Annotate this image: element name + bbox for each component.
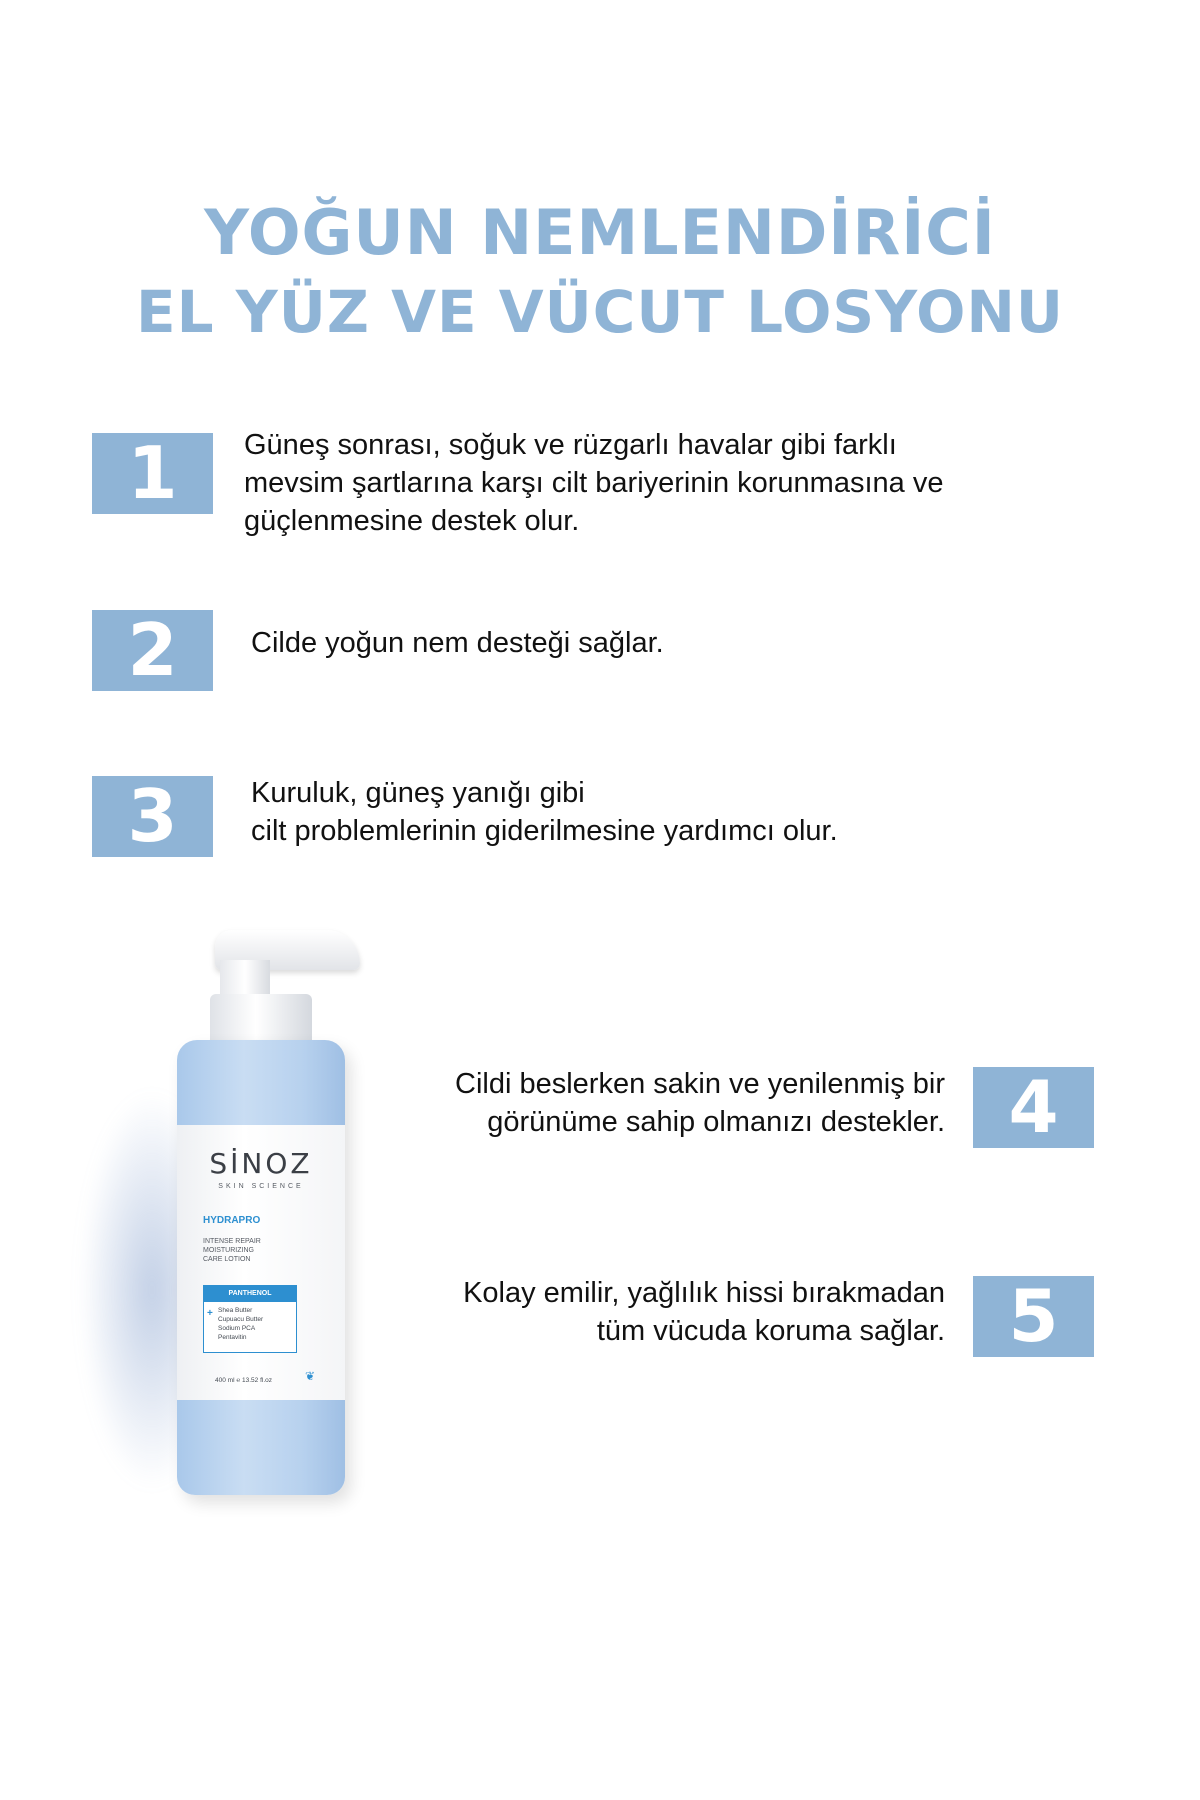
- volume-label: 400 ml ℮ 13.52 fl.oz: [215, 1377, 273, 1384]
- feature-text-line: güçlenmesine destek olur.: [244, 505, 580, 537]
- ingredient-item: Sodium PCA: [218, 1325, 256, 1332]
- brand-logo: SİNOZ: [209, 1147, 313, 1180]
- feature-text-line: görünüme sahip olmanızı destekler.: [487, 1106, 945, 1138]
- eco-leaf-icon: ❦: [305, 1369, 316, 1383]
- feature-text-line: tüm vücuda koruma sağlar.: [596, 1315, 945, 1347]
- ingredient-list: [218, 1306, 263, 1342]
- product-line-name: HYDRAPRO: [203, 1215, 261, 1226]
- ingredient-item: Shea Butter: [218, 1307, 253, 1314]
- title-line-1: YOĞUN NEMLENDİRİCİ: [204, 196, 996, 269]
- ingredient-item: Cupuacu Butter: [218, 1316, 264, 1323]
- feature-text-4: [455, 1065, 945, 1141]
- feature-number-2: 2: [92, 610, 213, 691]
- brand-subtitle: SKIN SCIENCE: [218, 1183, 304, 1190]
- plus-icon: +: [207, 1308, 213, 1319]
- pump-collar: [210, 994, 312, 1044]
- ingredient-box: [203, 1285, 297, 1353]
- feature-text-line: Cilde yoğun nem desteği sağlar.: [251, 627, 664, 659]
- feature-number-3: 3: [92, 776, 213, 857]
- bottle-body: [177, 1040, 345, 1495]
- key-ingredient: PANTHENOL: [204, 1286, 296, 1302]
- feature-text-line: cilt problemlerinin giderilmesine yardımcı olur.: [251, 815, 838, 847]
- product-bottle-image: [60, 920, 380, 1520]
- feature-number-4: 4: [973, 1067, 1094, 1148]
- product-description-line: CARE LOTION: [203, 1256, 251, 1263]
- feature-text-line: Güneş sonrası, soğuk ve rüzgarlı havalar gibi farklı: [244, 429, 897, 461]
- feature-text-line: mevsim şartlarına karşı cilt bariyerinin korunmasına ve: [244, 467, 944, 499]
- feature-text-line: Kuruluk, güneş yanığı gibi: [251, 777, 585, 809]
- feature-number-1: 1: [92, 433, 213, 514]
- feature-number-5: 5: [973, 1276, 1094, 1357]
- feature-text-line: Cildi beslerken sakin ve yenilenmiş bir: [455, 1068, 945, 1100]
- product-description: [203, 1237, 261, 1264]
- ingredient-item: Pentavitin: [218, 1334, 247, 1341]
- title-line-2: EL YÜZ VE VÜCUT LOSYONU: [135, 278, 1065, 346]
- product-description-line: INTENSE REPAIR: [203, 1238, 261, 1245]
- feature-text-5: [463, 1274, 945, 1350]
- bottle-label: [177, 1125, 345, 1400]
- product-description-line: MOISTURIZING: [203, 1247, 254, 1254]
- pump-neck: [220, 960, 270, 996]
- feature-text-2: [251, 624, 664, 662]
- feature-text-3: [251, 774, 838, 850]
- feature-text-1: [244, 426, 943, 540]
- feature-text-line: Kolay emilir, yağlılık hissi bırakmadan: [463, 1277, 945, 1309]
